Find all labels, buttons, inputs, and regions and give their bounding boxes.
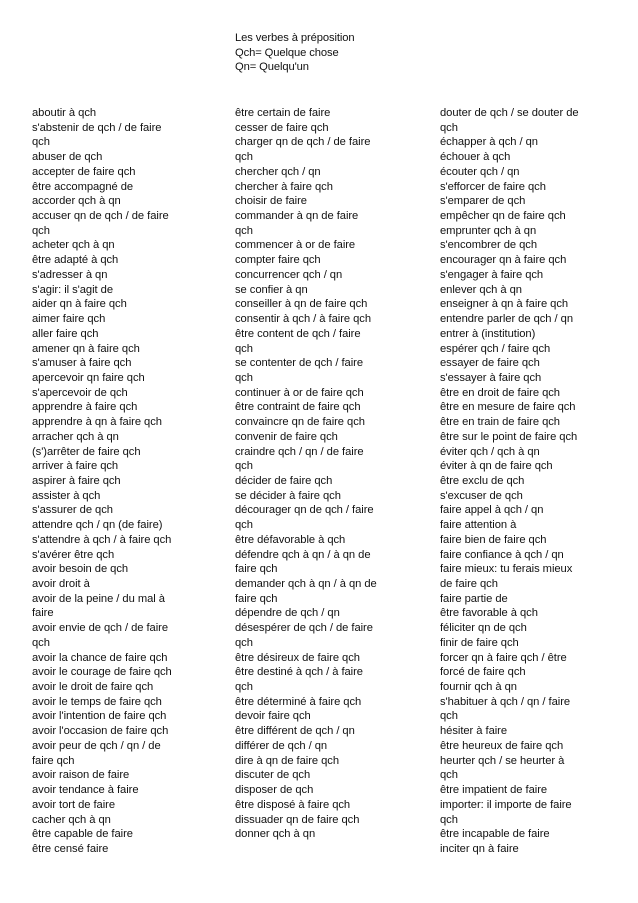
verb-line: s'excuser de qch: [440, 489, 523, 502]
verb-line: attendre qch / qn (de faire): [32, 519, 163, 532]
verb-line: aller faire qch: [32, 327, 99, 340]
verb-line: qch: [32, 224, 50, 237]
document-title: Les verbes à préposition: [235, 32, 355, 44]
verb-line: être désireux de faire qch: [235, 651, 360, 664]
verb-line: qch: [235, 681, 253, 694]
verb-line: compter faire qch: [235, 254, 321, 267]
verb-line: avoir de la peine / du mal à: [32, 592, 165, 605]
verb-line: qch: [32, 136, 50, 149]
verb-line: être exclu de qch: [440, 474, 525, 487]
verb-line: apprendre à faire qch: [32, 401, 138, 414]
verb-line: emprunter qch à qn: [440, 224, 537, 237]
verb-line: avoir la chance de faire qch: [32, 651, 168, 664]
verb-line: apprendre à qn à faire qch: [32, 416, 162, 429]
verb-line: dépendre de qch / qn: [235, 607, 340, 620]
verb-line: avoir l'occasion de faire qch: [32, 725, 169, 738]
legend-qch: Qch= Quelque chose: [235, 46, 339, 59]
verb-line: être accompagné de: [32, 180, 134, 193]
verb-line: enseigner à qn à faire qch: [440, 298, 569, 311]
verb-line: faire qch: [235, 563, 278, 576]
verb-line: chercher à faire qch: [235, 180, 333, 193]
verb-line: hésiter à faire: [440, 725, 508, 738]
verb-line: être destiné à qch / à faire: [235, 666, 363, 679]
verb-line: amener qn à faire qch: [32, 342, 140, 355]
verb-line: consentir à qch / à faire qch: [235, 313, 371, 326]
verb-line: commencer à or de faire: [235, 239, 356, 252]
verb-line: importer: il importe de faire: [440, 798, 572, 811]
verb-line: donner qch à qn: [235, 828, 316, 841]
verb-line: échouer à qch: [440, 151, 511, 164]
verb-column-1: [32, 106, 200, 857]
verb-line: aimer faire qch: [32, 313, 106, 326]
verb-line: qch: [235, 460, 253, 473]
verb-line: aspirer à faire qch: [32, 474, 121, 487]
verb-line: s'apercevoir de qch: [32, 386, 128, 399]
verb-line: entrer à (institution): [440, 327, 536, 340]
verb-line: s'avérer être qch: [32, 548, 115, 561]
verb-line: faire confiance à qch / qn: [440, 548, 564, 561]
verb-line: commander à qn de faire: [235, 210, 359, 223]
verb-line: qch: [440, 710, 458, 723]
verb-line: se contenter de qch / faire: [235, 357, 364, 370]
verb-line: être en train de faire qch: [440, 416, 560, 429]
verb-line: cesser de faire qch: [235, 121, 329, 134]
verb-line: assister à qch: [32, 489, 101, 502]
document-header: [235, 31, 355, 75]
verb-line: être content de qch / faire: [235, 327, 361, 340]
verb-line: (s')arrêter de faire qch: [32, 445, 141, 458]
verb-line: être adapté à qch: [32, 254, 119, 267]
verb-line: inciter qn à faire: [440, 842, 519, 855]
verb-column-3: [440, 106, 610, 857]
verb-line: s'habituer à qch / qn / faire: [440, 695, 571, 708]
verb-line: essayer de faire qch: [440, 357, 540, 370]
verb-line: faire attention à: [440, 519, 517, 532]
verb-line: qch: [235, 342, 253, 355]
verb-line: avoir l'intention de faire qch: [32, 710, 167, 723]
verb-line: avoir besoin de qch: [32, 563, 129, 576]
verb-line: apercevoir qn faire qch: [32, 371, 145, 384]
verb-line: aider qn à faire qch: [32, 298, 127, 311]
verb-line: avoir le courage de faire qch: [32, 666, 172, 679]
verb-line: accepter de faire qch: [32, 165, 136, 178]
verb-column-2: [235, 106, 405, 842]
verb-line: s'agir: il s'agit de: [32, 283, 114, 296]
verb-line: s'encombrer de qch: [440, 239, 538, 252]
verb-line: être disposé à faire qch: [235, 798, 351, 811]
verb-line: s'attendre à qch / à faire qch: [32, 533, 172, 546]
verb-line: être différent de qch / qn: [235, 725, 355, 738]
verb-line: concurrencer qch / qn: [235, 268, 343, 281]
verb-line: décourager qn de qch / faire: [235, 504, 374, 517]
verb-line: qch: [235, 151, 253, 164]
verb-line: avoir le temps de faire qch: [32, 695, 162, 708]
verb-line: éviter qch / qch à qn: [440, 445, 540, 458]
verb-line: chercher qch / qn: [235, 165, 321, 178]
verb-line: être sur le point de faire qch: [440, 430, 578, 443]
verb-line: craindre qch / qn / de faire: [235, 445, 364, 458]
verb-line: fournir qch à qn: [440, 681, 517, 694]
verb-line: qch: [235, 224, 253, 237]
verb-line: faire qch: [32, 754, 75, 767]
verb-line: cacher qch à qn: [32, 813, 111, 826]
verb-line: forcé de faire qch: [440, 666, 526, 679]
verb-line: être déterminé à faire qch: [235, 695, 362, 708]
verb-line: être capable de faire: [32, 828, 133, 841]
verb-line: encourager qn à faire qch: [440, 254, 567, 267]
verb-line: s'emparer de qch: [440, 195, 526, 208]
verb-line: discuter de qch: [235, 769, 311, 782]
verb-line: arracher qch à qn: [32, 430, 119, 443]
verb-line: dissuader qn de faire qch: [235, 813, 360, 826]
verb-line: faire bien de faire qch: [440, 533, 547, 546]
verb-line: se décider à faire qch: [235, 489, 341, 502]
verb-line: empêcher qn de faire qch: [440, 210, 566, 223]
verb-line: être favorable à qch: [440, 607, 538, 620]
verb-line: heurter qch / se heurter à: [440, 754, 565, 767]
verb-line: accorder qch à qn: [32, 195, 121, 208]
verb-line: se confier à qn: [235, 283, 308, 296]
verb-line: espérer qch / faire qch: [440, 342, 551, 355]
legend-qn: Qn= Quelqu'un: [235, 61, 309, 74]
verb-line: qch: [440, 121, 458, 134]
verb-line: faire partie de: [440, 592, 508, 605]
verb-line: douter de qch / se douter de: [440, 107, 579, 119]
verb-line: s'abstenir de qch / de faire: [32, 121, 162, 134]
verb-line: avoir peur de qch / qn / de: [32, 739, 161, 752]
verb-line: décider de faire qch: [235, 474, 333, 487]
verb-line: échapper à qch / qn: [440, 136, 538, 149]
verb-line: faire qch: [235, 592, 278, 605]
verb-line: enlever qch à qn: [440, 283, 522, 296]
verb-line: avoir tort de faire: [32, 798, 115, 811]
verb-line: convenir de faire qch: [235, 430, 338, 443]
verb-line: disposer de qch: [235, 784, 314, 797]
verb-line: charger qn de qch / de faire: [235, 136, 371, 149]
verb-line: qch: [32, 636, 50, 649]
verb-line: demander qch à qn / à qn de: [235, 578, 377, 590]
verb-line: être incapable de faire: [440, 828, 550, 841]
verb-line: être en droit de faire qch: [440, 386, 560, 399]
verb-line: désespérer de qch / de faire: [235, 622, 373, 635]
verb-line: avoir le droit de faire qch: [32, 681, 154, 694]
verb-line: être en mesure de faire qch: [440, 401, 576, 414]
verb-line: qch: [235, 519, 253, 532]
verb-line: abuser de qch: [32, 151, 103, 164]
verb-line: qch: [440, 813, 458, 826]
verb-line: s'engager à faire qch: [440, 268, 544, 281]
verb-line: devoir faire qch: [235, 710, 311, 723]
verb-line: avoir droit à: [32, 578, 90, 590]
verb-line: acheter qch à qn: [32, 239, 115, 252]
verb-line: différer de qch / qn: [235, 739, 328, 752]
verb-line: conseiller à qn de faire qch: [235, 298, 368, 311]
verb-line: faire appel à qch / qn: [440, 504, 544, 517]
verb-line: être heureux de faire qch: [440, 739, 564, 752]
verb-line: choisir de faire: [235, 195, 307, 208]
verb-line: avoir envie de qch / de faire: [32, 622, 168, 635]
verb-line: forcer qn à faire qch / être: [440, 651, 567, 664]
verb-line: s'amuser à faire qch: [32, 357, 132, 370]
verb-line: qch: [235, 371, 253, 384]
verb-line: dire à qn de faire qch: [235, 754, 340, 767]
verb-line: qch: [235, 636, 253, 649]
verb-line: être certain de faire: [235, 107, 331, 119]
verb-line: s'essayer à faire qch: [440, 371, 542, 384]
verb-line: accuser qn de qch / de faire: [32, 210, 169, 223]
verb-line: convaincre qn de faire qch: [235, 416, 365, 429]
verb-line: être contraint de faire qch: [235, 401, 361, 414]
verb-line: être défavorable à qch: [235, 533, 346, 546]
verb-line: qch: [440, 769, 458, 782]
verb-line: s'efforcer de faire qch: [440, 180, 546, 193]
verb-line: défendre qch à qn / à qn de: [235, 548, 371, 561]
verb-line: éviter à qn de faire qch: [440, 460, 553, 473]
verb-line: écouter qch / qn: [440, 165, 520, 178]
verb-line: de faire qch: [440, 578, 498, 590]
verb-line: s'assurer de qch: [32, 504, 113, 517]
verb-line: s'adresser à qn: [32, 268, 108, 281]
verb-line: faire: [32, 607, 54, 620]
verb-line: avoir tendance à faire: [32, 784, 139, 797]
verb-line: entendre parler de qch / qn: [440, 313, 573, 326]
verb-line: aboutir à qch: [32, 107, 97, 119]
verb-line: arriver à faire qch: [32, 460, 119, 473]
verb-line: être impatient de faire: [440, 784, 548, 797]
verb-line: continuer à or de faire qch: [235, 386, 364, 399]
verb-line: faire mieux: tu ferais mieux: [440, 563, 573, 576]
verb-line: féliciter qn de qch: [440, 622, 527, 635]
verb-line: avoir raison de faire: [32, 769, 130, 782]
verb-line: être censé faire: [32, 842, 109, 855]
verb-line: finir de faire qch: [440, 636, 519, 649]
